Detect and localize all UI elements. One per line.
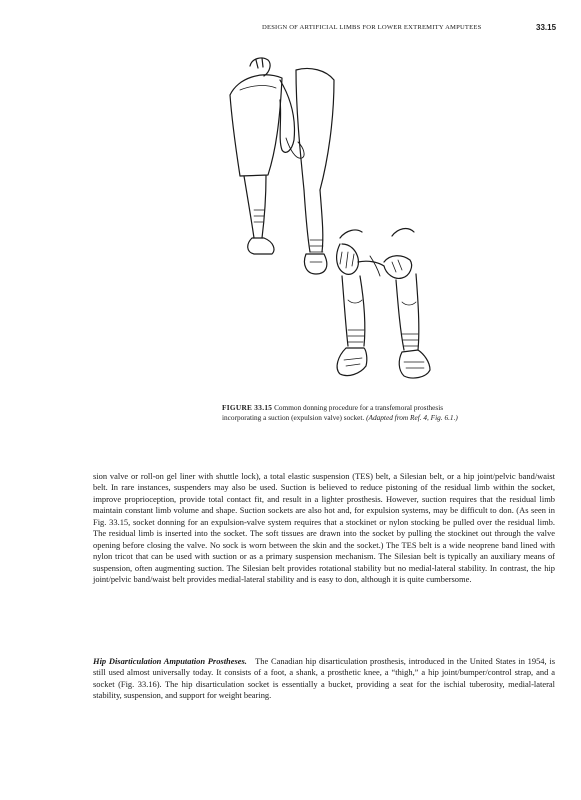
upper-figure bbox=[230, 58, 334, 274]
body-paragraph-2 bbox=[93, 656, 555, 702]
lower-left-shoe bbox=[337, 348, 367, 376]
figure-label: FIGURE 33.15 bbox=[222, 403, 273, 412]
right-shoe bbox=[304, 254, 326, 274]
lower-right-shoe bbox=[399, 350, 430, 378]
upper-hand bbox=[250, 58, 270, 76]
running-title: DESIGN OF ARTIFICIAL LIMBS FOR LOWER EXTREMITY AMPUTEES bbox=[262, 24, 482, 31]
page-number: 33.15 bbox=[536, 23, 557, 32]
right-hand bbox=[384, 256, 412, 279]
stockinet bbox=[358, 261, 384, 266]
figure-source: (Adapted from Ref. 4, Fig. 6.1.) bbox=[366, 413, 458, 422]
figure-caption bbox=[222, 403, 458, 423]
socket bbox=[230, 75, 282, 176]
left-shoe bbox=[248, 238, 274, 254]
body-paragraph-1: sion valve or roll-on gel liner with shuttle lock), a total elastic suspension (TES) belt, a Silesian belt, or a hip joint/pelvic band/waist belt. In rare instances, suspenders may also be used. Suction is believed to reduce pistoning of the residual limb within the socket, improve proprioception, provide total contact fit, and result in a lighter prosthesis. However, suction requires that the residual limb maintain constant limb volume and shape. Suction sockets are also hot and, for expulsion systems, may be difficult to don. (As seen in Fig. 33.15, socket donning for an expulsion-valve system requires that a stockinet or nylon stocking be pulled over the residual limb. The residual limb is inserted into the socket. The soft tissues are drawn into the socket by pulling the stockinet out through the valve opening before closing the valve. No sock is worn between the skin and the socket.) The TES belt is a wide neoprene band lined with nylon tricot that can be used with suction or as a primary suspension mechanism. The Silesian belt is typically an auxiliary means of suspension, often augmenting suction. The Silesian belt provides rotational stability but no medial-lateral stability. In contrast, the hip joint/pelvic band/waist belt provides medial-lateral stability and is easy to don, although it is quite cumbersome. bbox=[93, 471, 555, 585]
figure-caption-text: Common donning procedure for a transfemoral prosthesis incorporating a suction (expulsion valve) socket. bbox=[222, 403, 444, 422]
body-paragraph-2-text: The Canadian hip disarticulation prosthesis, introduced in the United States in 1954, is still used almost universally today. It consists of a foot, a shank, a prosthetic knee, a “thigh,” a hip joint/bumper/control strap, and a socket (Fig. 33.16). The hip disarticulation socket is essentially a bucket, providing a seat for the ischial tuberosity, medial-lateral stability, suspension, and support for weight bearing. bbox=[93, 656, 555, 701]
section-heading-hip-disarticulation: Hip Disarticulation Amputation Prostheses. bbox=[93, 656, 247, 666]
lower-figure bbox=[337, 229, 430, 378]
